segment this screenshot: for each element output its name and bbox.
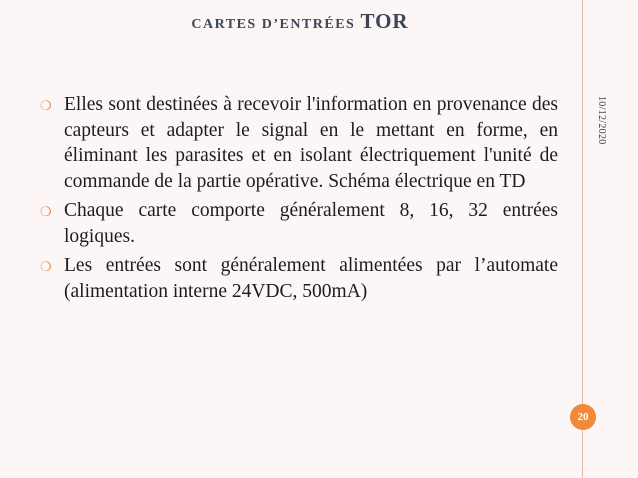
slide-title	[120, 9, 480, 34]
bullet-item	[38, 253, 558, 304]
bullet-item	[38, 92, 558, 194]
title-small-caps: CARTES D’ENTRÉES	[191, 17, 356, 32]
slide-date: 10/12/2020	[596, 96, 607, 145]
circle-bullet-icon: ❍	[40, 204, 52, 219]
bullet-item	[38, 198, 558, 249]
bullet-text: Elles sont destinées à recevoir l'information en provenance des capteurs et adapter le signal en le mettant en forme, en éliminant les parasites et en isolant électriquement l'unité de commande de la partie opérative. Schéma électrique en TD	[64, 94, 558, 192]
bullet-text: Les entrées sont généralement alimentées par l’automate (alimentation interne 24VDC, 500mA)	[64, 255, 558, 302]
circle-bullet-icon: ❍	[40, 98, 52, 113]
page-number-badge: 20	[570, 404, 596, 430]
bullet-text: Chaque carte comporte généralement 8, 16, 32 entrées logiques.	[64, 200, 558, 247]
circle-bullet-icon: ❍	[40, 259, 52, 274]
title-large: TOR	[360, 9, 409, 33]
bullet-list	[38, 92, 558, 308]
